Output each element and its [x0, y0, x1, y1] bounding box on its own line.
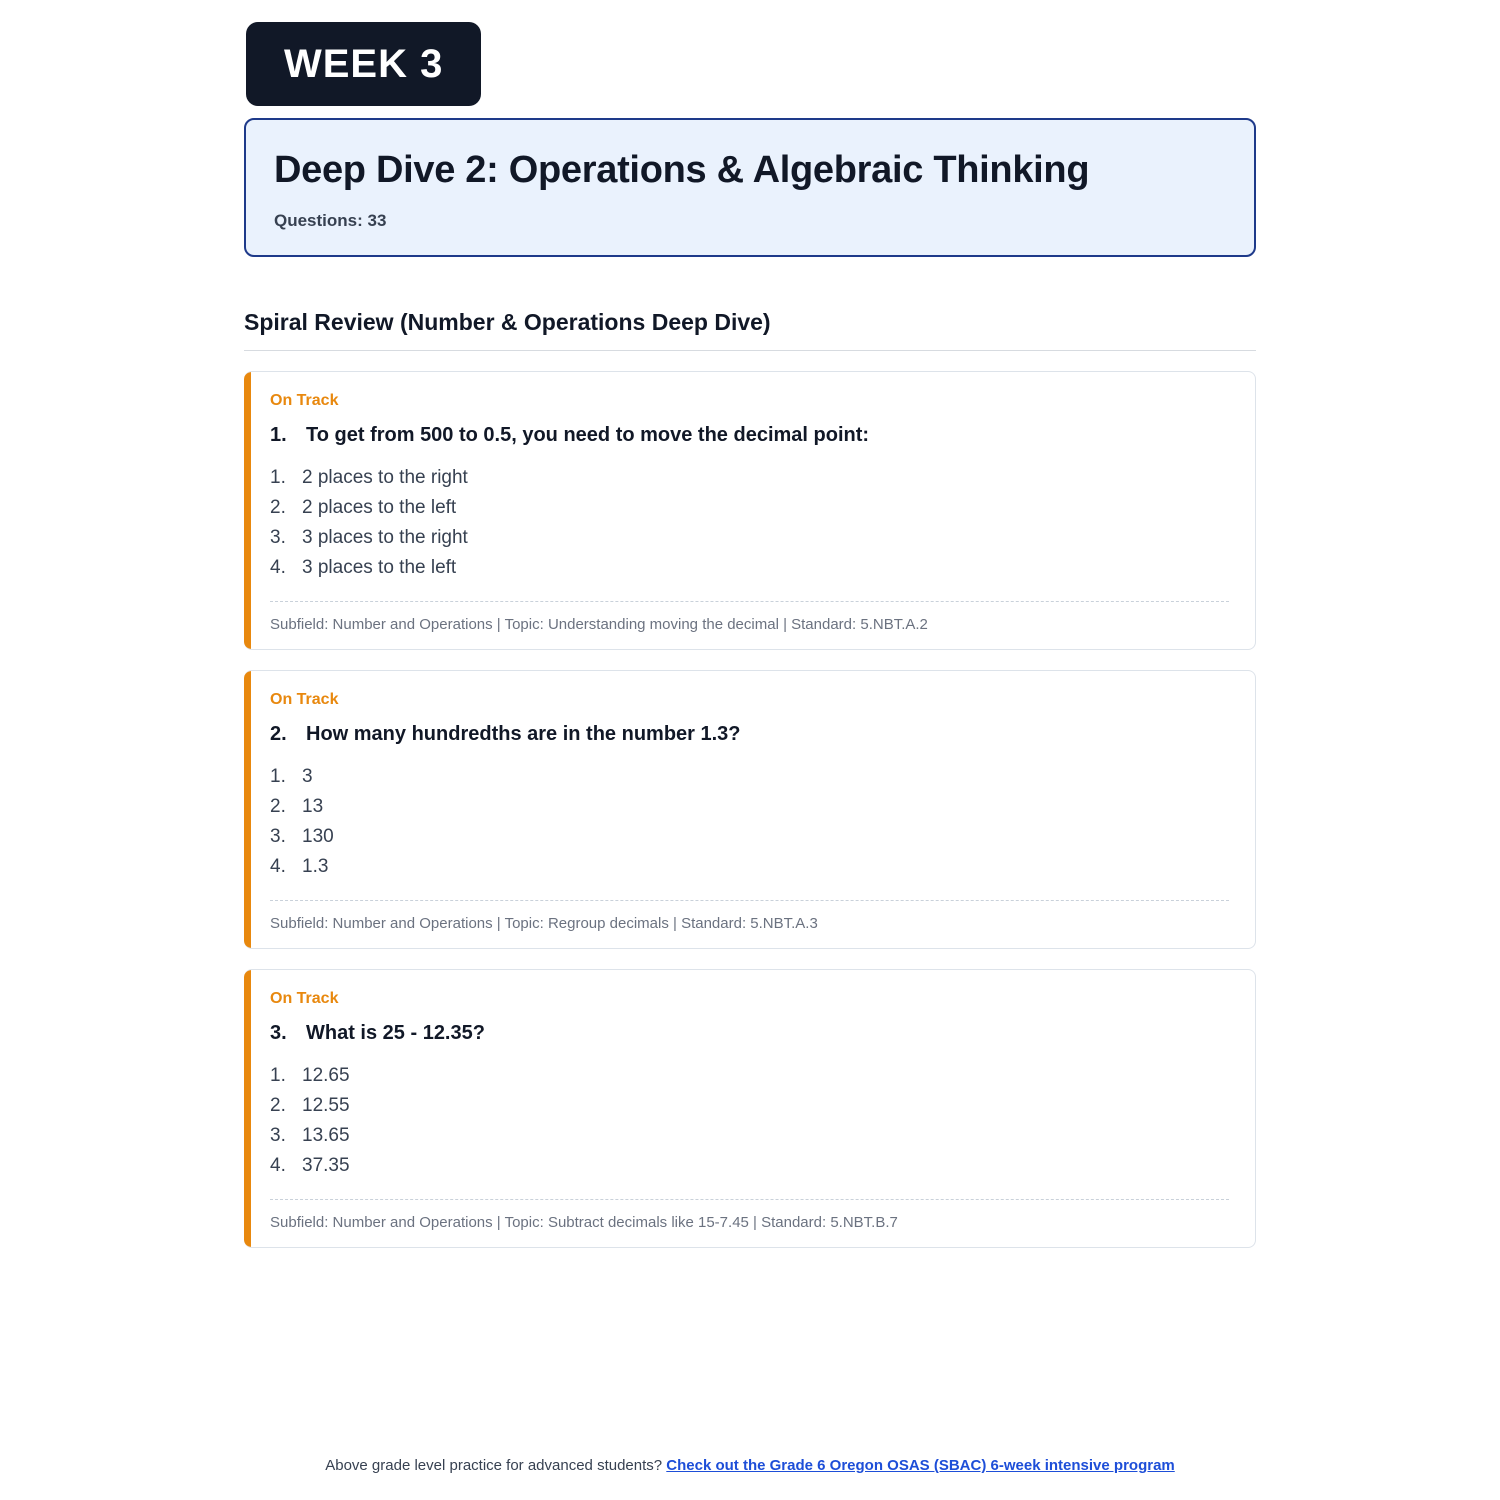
- question-prompt: [270, 424, 1229, 447]
- choice-index: 4.: [270, 557, 286, 579]
- question-number: 3.: [270, 1022, 287, 1045]
- list-item[interactable]: [270, 792, 1229, 822]
- choice-index: 2.: [270, 1095, 286, 1117]
- status-badge: On Track: [270, 990, 339, 1008]
- choice-list: [270, 463, 1229, 583]
- choice-text: 1.3: [302, 856, 329, 878]
- page-title: Deep Dive 2: Operations & Algebraic Thinking: [274, 149, 1090, 191]
- list-item[interactable]: [270, 1091, 1229, 1121]
- list-item[interactable]: [270, 762, 1229, 792]
- list-item[interactable]: [270, 523, 1229, 553]
- choice-text: 12.55: [302, 1095, 350, 1117]
- footer-link[interactable]: Check out the Grade 6 Oregon OSAS (SBAC) 6-week intensive program: [666, 1457, 1175, 1474]
- week-badge: WEEK 3: [246, 22, 481, 106]
- choice-index: 4.: [270, 856, 286, 878]
- choice-text: 130: [302, 826, 334, 848]
- choice-text: 2 places to the right: [302, 467, 468, 489]
- list-item[interactable]: [270, 852, 1229, 882]
- choice-index: 3.: [270, 826, 286, 848]
- choice-list: [270, 1061, 1229, 1181]
- status-badge: On Track: [270, 392, 339, 410]
- status-badge: On Track: [270, 691, 339, 709]
- choice-index: 1.: [270, 766, 286, 788]
- footer-text: Above grade level practice for advanced students?: [325, 1457, 663, 1474]
- question-text: To get from 500 to 0.5, you need to move the decimal point:: [306, 424, 870, 447]
- choice-index: 3.: [270, 1125, 286, 1147]
- choice-text: 3 places to the right: [302, 527, 468, 549]
- question-meta: Subfield: Number and Operations | Topic: Regroup decimals | Standard: 5.NBT.A.3: [270, 900, 1229, 932]
- choice-index: 1.: [270, 1065, 286, 1087]
- list-item[interactable]: [270, 1121, 1229, 1151]
- footer: [0, 1457, 1500, 1474]
- question-number: 2.: [270, 723, 287, 746]
- question-number: 1.: [270, 424, 287, 447]
- question-card: [244, 670, 1256, 949]
- choice-index: 2.: [270, 497, 286, 519]
- choice-text: 12.65: [302, 1065, 350, 1087]
- choice-text: 13: [302, 796, 324, 818]
- question-count: Questions: 33: [274, 211, 387, 231]
- list-item[interactable]: [270, 553, 1229, 583]
- question-text: What is 25 - 12.35?: [306, 1022, 485, 1045]
- question-prompt: [270, 723, 1229, 746]
- question-text: How many hundredths are in the number 1.3?: [306, 723, 741, 746]
- choice-index: 4.: [270, 1155, 286, 1177]
- status-accent-bar: [244, 372, 251, 649]
- question-card: [244, 371, 1256, 650]
- choice-text: 3 places to the left: [302, 557, 457, 579]
- question-meta: Subfield: Number and Operations | Topic: Understanding moving the decimal | Standard: 5.NBT.A.2: [270, 601, 1229, 633]
- question-card: [244, 969, 1256, 1248]
- list-item[interactable]: [270, 822, 1229, 852]
- status-accent-bar: [244, 970, 251, 1247]
- question-prompt: [270, 1022, 1229, 1045]
- list-item[interactable]: [270, 463, 1229, 493]
- status-accent-bar: [244, 671, 251, 948]
- section-heading: Spiral Review (Number & Operations Deep Dive): [244, 309, 1256, 351]
- title-card: [244, 118, 1256, 257]
- choice-text: 37.35: [302, 1155, 350, 1177]
- list-item[interactable]: [270, 1151, 1229, 1181]
- choice-text: 2 places to the left: [302, 497, 457, 519]
- choice-text: 3: [302, 766, 313, 788]
- list-item[interactable]: [270, 1061, 1229, 1091]
- choice-list: [270, 762, 1229, 882]
- choice-text: 13.65: [302, 1125, 350, 1147]
- choice-index: 1.: [270, 467, 286, 489]
- choice-index: 3.: [270, 527, 286, 549]
- choice-index: 2.: [270, 796, 286, 818]
- question-meta: Subfield: Number and Operations | Topic: Subtract decimals like 15-7.45 | Standard: 5.NBT.B.7: [270, 1199, 1229, 1231]
- list-item[interactable]: [270, 493, 1229, 523]
